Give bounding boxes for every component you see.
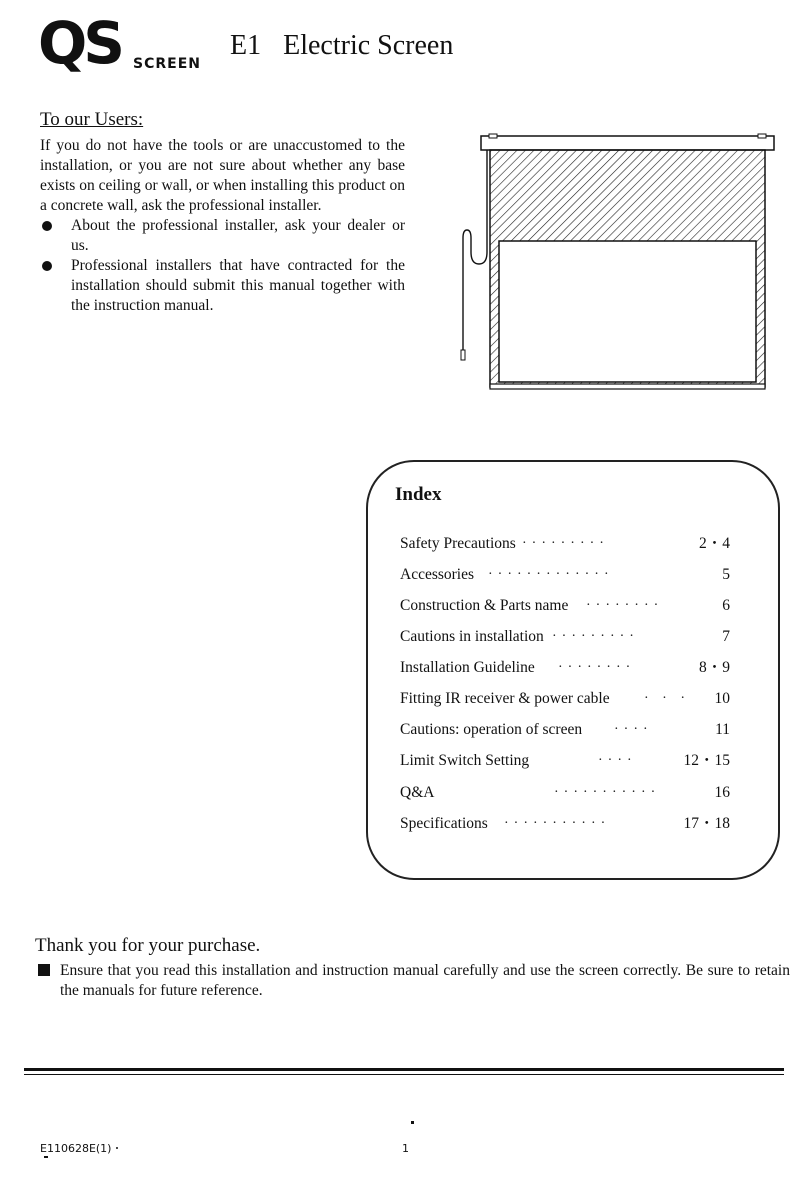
index-item: Limit Switch Setting ···· 12・15 [400,750,730,772]
index-item: Cautions in installation ········· 7 [400,626,730,648]
index-item-label: Construction & Parts name [400,597,569,614]
product-title: Electric Screen [283,30,454,61]
index-item-label: Installation Guideline [400,659,535,676]
index-item-pages: 6 [722,597,730,614]
intro-bullet-list [40,216,405,316]
square-bullet-icon [38,964,50,976]
projection-area [499,241,756,382]
index-item-pages: 12・15 [683,752,730,769]
index-item-pages: 17・18 [683,815,730,832]
index-item-label: Cautions: operation of screen [400,721,583,738]
qs-screen-logo [32,9,202,77]
index-item-label: Accessories [400,566,475,583]
index-item: Accessories ············· 5 [400,564,730,586]
page-number: 1 [402,1142,409,1155]
index-item-label: Safety Precautions [400,535,516,552]
bullet-text: Professional installers that have contracted for the installation should submit this manual together with the instruction manual. [71,257,405,314]
document-code: E110628E(1)・ [40,1142,123,1155]
index-item: Construction & Parts name ········ 6 [400,595,730,617]
index-title: Index [395,484,442,505]
cable-plug [461,350,465,360]
bullet-text: About the professional installer, ask your dealer or us. [71,217,405,254]
index-item: Fitting IR receiver & power cable · · · 10 [400,688,730,710]
document-title [230,30,453,62]
index-item-pages: 5 [722,566,730,583]
bottom-bar [490,384,765,389]
ensure-note [38,961,790,1001]
intro-bullet [40,256,405,316]
housing-cap-right [758,134,766,138]
intro-paragraph: If you do not have the tools or are unaccustomed to the installation, or you are not sure about whether any base exists on ceiling or wall, or when installing this product on a concrete wall, ask the professional installer. [40,137,405,214]
electric-screen-illustration [445,120,785,405]
footer-rule-thick [24,1068,784,1071]
intro-section [40,110,405,316]
index-item: Q&A ··········· 16 [400,782,730,804]
index-item-label: Q&A [400,784,435,801]
footer-rule-thin [24,1074,784,1075]
index-item-pages: 2・4 [698,535,730,552]
model-name: E1 [230,30,262,61]
ensure-note-text: Ensure that you read this installation and instruction manual carefully and use the screen correctly. Be sure to retain the manuals for future reference. [60,962,790,999]
bullet-dot-icon [42,221,52,231]
center-dot [411,1121,414,1124]
index-item-pages: 8・9 [698,659,730,676]
index-item-label: Limit Switch Setting [400,752,530,769]
intro-bullet [40,216,405,256]
screen-housing [481,136,774,150]
code-mark [44,1156,48,1158]
logo-subtitle: SCREEN [133,56,201,72]
index-item-pages: 11 [715,721,730,738]
index-item: Specifications ··········· 17・18 [400,813,730,835]
index-item-label: Fitting IR receiver & power cable [400,690,610,707]
index-item: Safety Precautions ········· 2・4 [400,533,730,555]
intro-heading: To our Users: [40,109,144,130]
index-item-pages: 7 [722,628,730,645]
index-item: Installation Guideline ········ 8・9 [400,657,730,679]
index-item: Cautions: operation of screen ···· 11 [400,719,730,741]
index-item-pages: 16 [714,784,730,801]
logo-mark: QS [38,9,122,77]
thanks-heading: Thank you for your purchase. [35,935,261,956]
index-item-pages: 10 [714,690,730,707]
index-item-label: Specifications [400,815,488,832]
bullet-dot-icon [42,261,52,271]
index-item-label: Cautions in installation [400,628,544,645]
housing-cap-left [489,134,497,138]
